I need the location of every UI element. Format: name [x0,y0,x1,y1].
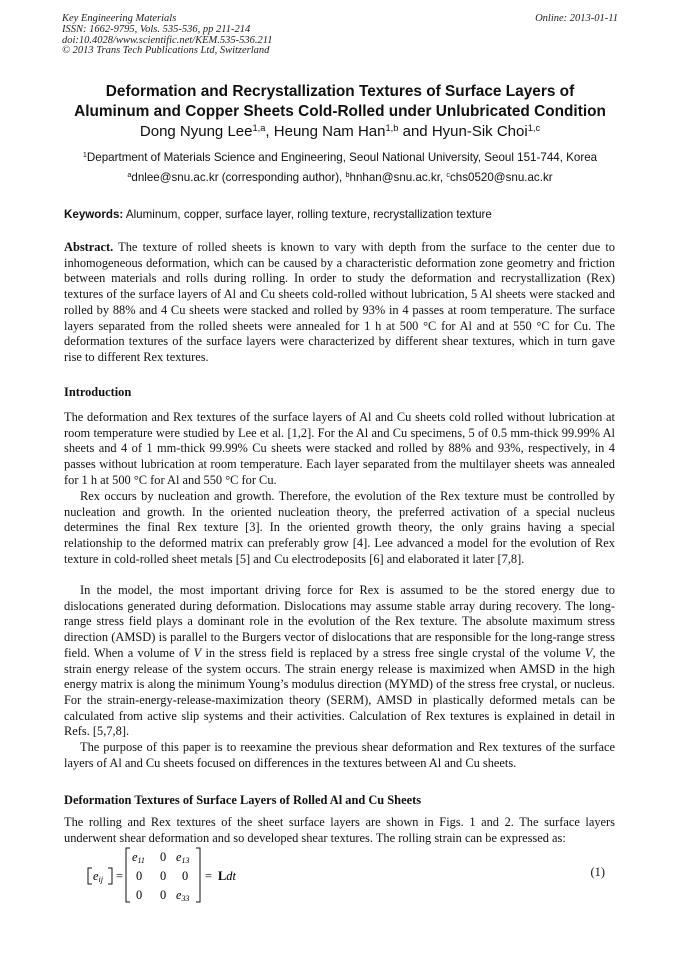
volume-symbol: V [193,645,202,660]
keywords-label: Keywords: [64,208,124,221]
intro-p3-part-a: In the model, the most important driving force for Rex is assumed to be the stored energy due to dislocations generated during deformation. Dislocations may assume stable array during recovery. The long-range stress field plays a dominant role in the evolution of the Rex texture. The absolute maximum stress direction (AMSD) is parallel to the Burgers vector of dislocations that are responsible for the long-range stress field. When a volume of [64,583,615,660]
author-1: Dong Nyung Lee [139,123,253,140]
author-3: Hyun-Sik Choi [431,123,528,140]
volume-symbol: V [584,645,593,660]
section-2-paragraph-1: The rolling and Rex textures of the sheet surface layers are shown in Figs. 1 and 2. The surface layers underwent shear deformation and so developed shear textures. The rolling strain can be expressed as: [64,815,615,845]
equation-1 [64,846,615,906]
author-separator: and [398,123,432,140]
author-list [40,123,640,140]
email-a[interactable]: dnlee@snu.ac.kr (corresponding author), [131,171,346,184]
abstract [64,240,615,366]
email-b[interactable]: hnhan@snu.ac.kr, [349,171,447,184]
matrix-e23: 0 [182,869,189,883]
email-c[interactable]: chs0520@snu.ac.kr [449,171,553,184]
affiliation-text: Department of Materials Science and Engineering, Seoul National University, Seoul 151-744, Korea [86,151,598,164]
journal-header [62,14,618,57]
equation-svg [64,846,484,906]
keywords-text: Aluminum, copper, surface layer, rolling texture, recrystallization texture [123,208,492,221]
equation-number: (1) [590,865,605,879]
issn-line: ISSN: 1662-9795, Vols. 535-536, pp 211-214 [62,23,251,35]
abstract-text: The texture of rolled sheets is known to vary with depth from the surface to the center due to inhomogeneous deformation, which can be caused by a characteristic deformation zone geometry and friction between materials and rolls during rolling. In order to study the deformation and recrystallization (Rex) textures of the surface layers of Al and Cu sheets cold-rolled without lubrication, 5 Al sheets were stacked and rolled by 88% and 4 Cu sheets were stacked and rolled by 93% in 4 passes at room temperature. The surface layers separated from the rolled sheets were annealed for 1 h at 500 °C for Al and at 550 °C for Cu. The deformation textures of the surface layers were characterized by different shear textures, which in turn gave rise to different Rex textures. [64,240,615,364]
intro-paragraph-2: Rex occurs by nucleation and growth. Therefore, the evolution of the Rex texture must be controlled by nucleation and growth. In the oriented nucleation theory, the preferred activation of a special nucleus determines the final Rex texture [3]. In the oriented growth theory, the only grains having a special relationship to the deformed matrix can preferably grow [4]. Lee advanced a model for the evolution of Rex texture in cold-rolled sheet metals [5] and Cu electrodeposits [6] and elaborated it later [7,8]. [64,489,615,566]
lhs-bracket-right [108,868,112,884]
intro-paragraph-1: The deformation and Rex textures of the surface layers of Al and Cu sheets cold rolled without lubrication at room temperature were studied by Lee et al. [1,2]. For the Al and Cu specimens, 5 of 0.5 mm-thick 99.99% Al sheets and 4 of 1 mm-thick 99.99% Cu sheets were stacked and rolled by 88% and 93%, respectively, in 4 passes without lubrication at room temperature. Each layer separated from the multilayer sheets was annealed for 1 h at 500 °C for Al and 550 °C for Cu. [64,410,615,487]
author-2: Heung Nam Han [273,123,386,140]
matrix-e12: 0 [160,850,167,864]
email-c-sup: c [446,170,450,180]
matrix-e11: e11 [132,850,145,865]
matrix-e21: 0 [136,869,143,883]
email-b-sup: b [345,170,350,180]
author-2-sup: 1,b [385,122,399,133]
intro-heading: Introduction [64,385,132,399]
equals-sign: = [116,869,123,883]
intro-paragraph-4: The purpose of this paper is to reexamine the previous shear deformation and Rex textures of the surface layers of Al and Cu sheets focused on differences in the textures between Al and Cu sheets. [64,740,615,770]
keywords [64,208,492,221]
title-line-1: Deformation and Recrystallization Textures of Surface Layers of [105,83,575,100]
copyright-line: © 2013 Trans Tech Publications Ltd, Switzerland [62,45,270,57]
title-line-2: Aluminum and Copper Sheets Cold-Rolled under Unlubricated Condition [74,103,606,120]
matrix-bracket-right [196,848,200,902]
affiliation-sup: 1 [82,150,87,160]
matrix-e32: 0 [160,888,167,902]
section-2-heading: Deformation Textures of Surface Layers of Rolled Al and Cu Sheets [64,793,422,807]
equals-sign-2: = [205,869,212,883]
author-3-sup: 1,c [527,122,541,133]
lhs-bracket-left [88,868,92,884]
doi-line[interactable]: doi:10.4028/www.scientific.net/KEM.535-536.211 [62,34,273,46]
author-1-sup: 1,a [252,122,266,133]
matrix-bracket-left [126,848,130,902]
rhs-expression: Ldt [218,869,236,883]
abstract-label: Abstract. [64,240,114,254]
author-separator: , [265,123,274,140]
journal-name: Key Engineering Materials [62,13,177,24]
lhs-symbol: eij [93,869,103,884]
paper-title [40,82,640,122]
matrix-e22: 0 [160,869,167,883]
email-list [50,171,630,184]
intro-p3-part-c: , the strain energy release of the system occurs. The strain energy release is maximized when AMSD in the high energy matrix is along the minimum Young’s modulus direction (MYMD) of the stress free crystal, or nucleus. For the strain-energy-release-maximization theory (SERM), AMSD in plastically deformed metals can be calculated from active slip systems and their activities. Calculation of Rex textures is explained in detail in Refs. [5,7,8]. [64,645,615,739]
intro-p3-part-b: in the stress field is replaced by a stress free single crystal of the volume [201,645,585,660]
matrix-e31: 0 [136,888,143,902]
intro-paragraph-3 [64,583,615,740]
matrix-e33: e33 [176,888,190,903]
email-a-sup: a [127,170,132,180]
online-date: Online: 2013-01-11 [535,13,618,24]
affiliation [50,151,630,164]
matrix-e13: e13 [176,850,190,865]
